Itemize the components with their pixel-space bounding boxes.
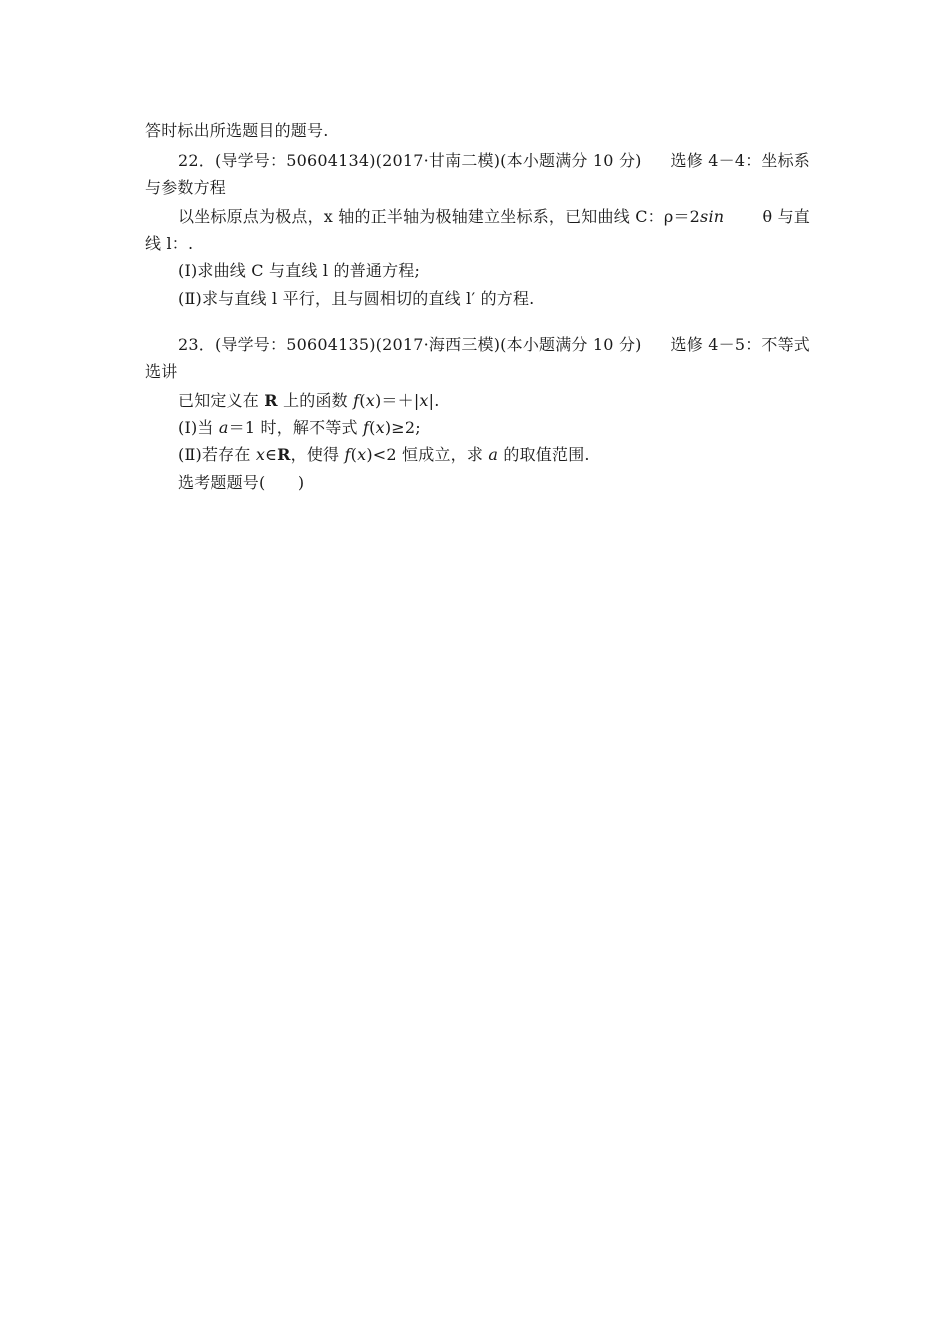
q23-part2-x: x (255, 445, 266, 464)
q23-part1-d: )≥2; (384, 418, 421, 437)
q23-part2-d: ( (350, 445, 358, 464)
q23-part2-x2: x (357, 445, 367, 464)
q22-part2: (Ⅱ)求与直线 l 平行，且与圆相切的直线 l′ 的方程. (178, 289, 535, 308)
q23-choice: 选考题题号( ) (178, 473, 305, 492)
q23-part2-f: f (344, 445, 351, 464)
q23-part1-b: ＝1 时，解不等式 (228, 418, 364, 437)
q23-part1-f: f (363, 418, 370, 437)
q22-part1: (Ⅰ)求曲线 C 与直线 l 的普通方程; (178, 261, 421, 280)
q23-part1 (178, 417, 810, 439)
q22-stem-cont: 线 l：. (145, 234, 194, 253)
q23-part1-c: ( (369, 418, 376, 437)
q23-stem-f: f (353, 391, 360, 410)
q23-stem-d: )＝＋| (374, 391, 420, 410)
q23-stem-real-set: R (264, 391, 278, 410)
q23-part2 (178, 444, 810, 466)
q23-part1-x: x (375, 418, 385, 437)
q23-part1-a: (Ⅰ)当 (178, 418, 219, 437)
q23-part2-real-set: R (277, 445, 291, 464)
q22-stem-a: 以坐标原点为极点，x 轴的正半轴为极轴建立坐标系，已知曲线 C：ρ＝2 (178, 207, 701, 226)
q23-header-cont: 选讲 (145, 362, 178, 381)
q22-stem (178, 206, 810, 228)
q23-part2-var: a (488, 445, 499, 464)
q23-header-right: 选修 4－5：不等式 (670, 335, 810, 354)
q23-header-left: 23．(导学号：50604135)(2017·海西三模)(本小题满分 10 分) (178, 335, 642, 354)
q23-stem-e: |. (428, 391, 440, 410)
q23-part2-c: ，使得 (290, 445, 345, 464)
q22-header-cont: 与参数方程 (145, 178, 227, 197)
q23-stem-x: x (365, 391, 375, 410)
q23-part1-var: a (218, 418, 229, 437)
q23-part2-g: 的取值范围. (498, 445, 590, 464)
q23-part2-e: )<2 恒成立，求 (366, 445, 489, 464)
q23-stem-a: 已知定义在 (178, 391, 265, 410)
q23-part2-b: ∈ (265, 445, 278, 464)
q22-header (178, 150, 810, 172)
q23-stem-x2: x (419, 391, 429, 410)
intro-line: 答时标出所选题目的题号. (145, 121, 329, 140)
q22-stem-sin: sin (700, 207, 725, 226)
q23-part2-a: (Ⅱ)若存在 (178, 445, 256, 464)
q23-stem-b: 上的函数 (277, 391, 354, 410)
q23-stem-c: ( (359, 391, 366, 410)
q22-header-right: 选修 4－4：坐标系 (670, 151, 810, 170)
q23-stem (178, 390, 810, 412)
q22-stem-main (178, 206, 724, 228)
q23-header (178, 334, 810, 356)
q22-stem-b: θ 与直 (762, 207, 810, 226)
q22-header-left: 22．(导学号：50604134)(2017·甘南二模)(本小题满分 10 分) (178, 151, 642, 170)
